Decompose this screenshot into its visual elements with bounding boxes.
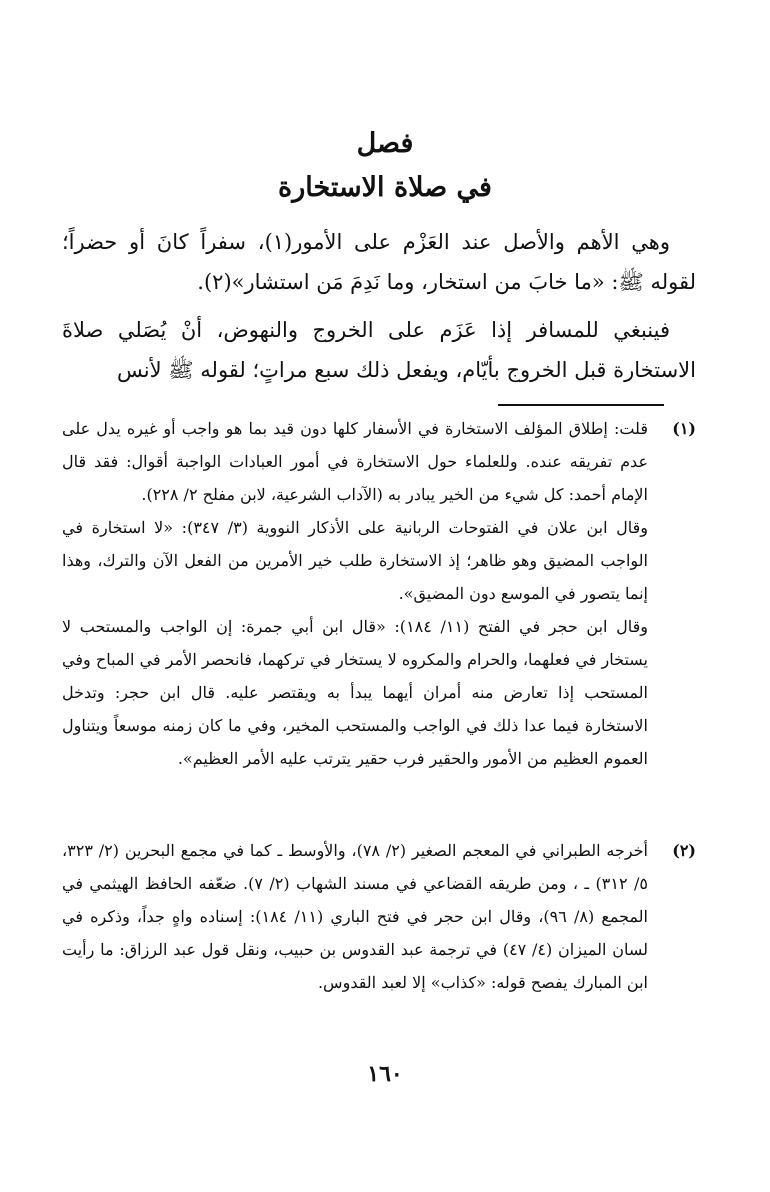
body-paragraph-2 — [62, 310, 696, 390]
footnote-1-number: (١) — [672, 419, 696, 438]
page-number: ١٦٠ — [367, 1061, 403, 1087]
footnote-1-para-2: وقال ابن علان في الفتوحات الربانية على الأذكار النووية (٣/ ٣٤٧): «لا استخارة في الواجب المضيق وهو ظاهر؛ إذ الاستخارة طلب خير الأمرين من الفعل الآن والترك، وهذا إنما يتصور في الموسع دون المضيق». — [62, 518, 649, 603]
body-text-2: فينبغي للمسافر إذا عَزَم على الخروج والنهوض، أنْ يُصَلي صلاةَ الاستخارة قبل الخروج بأيّام، ويفعل ذلك سبع مراتٍ؛ لقوله ﷺ لأنس — [62, 318, 696, 382]
section-subtitle: في صلاة الاستخارة — [278, 172, 492, 203]
footnote-1-para-3: وقال ابن حجر في الفتح (١١/ ١٨٤): «قال ابن أبي جمرة: إن الواجب والمستحب لا يستخار في فعلهما، والحرام والمكروه لا يستخار في تركهما، فانحصر الأمر في المباح وفي المستحب إذا تعارض منه أمران أيهما يبدأ به ويقتصر عليه. قال ابن حجر: وتدخل الاستخارة فيما عدا ذلك في الواجب والمستحب المخير، وفي ما كان زمنه موسعاً ويتناول العموم العظيم من الأمور والحقير فرب حقير يترتب عليه الأمر العظيم». — [62, 617, 649, 768]
footnote-2 — [62, 834, 696, 999]
footnote-1-para-1: قلت: إطلاق المؤلف الاستخارة في الأسفار كلها دون قيد بما هو واجب أو غيره يدل على عدم تفريقه عنده. وللعلماء حول الاستخارة في أمور العبادات الواجبة أقوال: فقد قال الإمام أحمد: كل شيء من الخير يبادر به (الآداب الشرعية، لابن مفلح ٢/ ٢٢٨). — [62, 419, 648, 504]
body-text-1: وهي الأهم والأصل عند العَزْم على الأمور(١)، سفراً كانَ أو حضراً؛ لقوله ﷺ: «ما خابَ من استخار، وما نَدِمَ مَن استشار»(٢). — [62, 230, 696, 294]
footnote-2-number: (٢) — [672, 841, 696, 860]
footnote-2-para-1: أخرجه الطبراني في المعجم الصغير (٢/ ٧٨)، والأوسط ـ كما في مجمع البحرين (٢/ ٣٢٣، ٥/ ٣١٢) ـ ، ومن طريقه القضاعي في مسند الشهاب (٢/ ٧). ضعّفه الحافظ الهيثمي في المجمع (٨/ ٩٦)، وقال ابن حجر في فتح الباري (١١/ ١٨٤): إسناده واهٍ جداً، وذكره في لسان الميزان (٤/ ٤٧) في ترجمة عبد القدوس بن حبيب، ونقل قول عبد الرزاق: ما رأيت ابن المبارك يفصح قوله: «كذاب» إلا لعبد القدوس. — [62, 841, 649, 992]
footnote-separator — [498, 404, 664, 406]
section-title: فصل — [356, 128, 414, 159]
body-paragraph-1 — [62, 222, 696, 302]
footnote-1 — [62, 412, 696, 775]
